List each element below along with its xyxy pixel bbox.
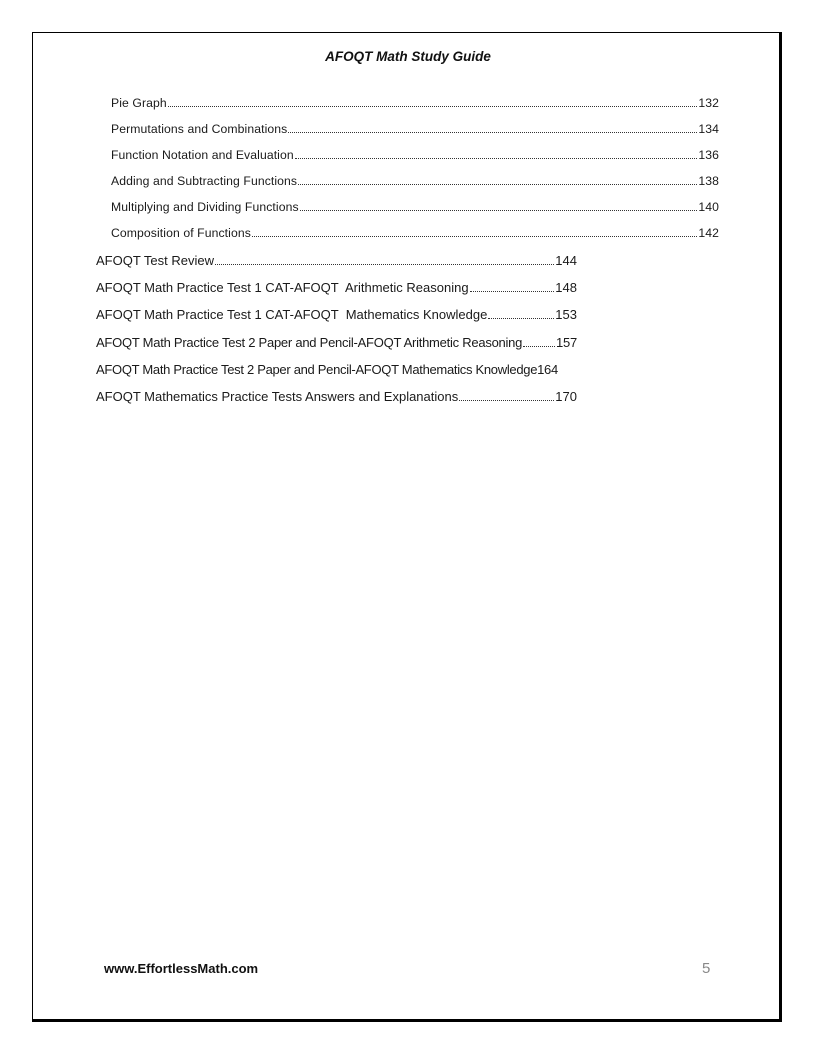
toc-entry[interactable] <box>111 226 719 240</box>
toc-entry-label: Pie Graph <box>111 96 167 110</box>
toc-entry-label: Function Notation and Evaluation <box>111 148 294 162</box>
toc-entry[interactable] <box>111 96 719 110</box>
toc-entry[interactable] <box>96 335 577 350</box>
toc-entry-label: Composition of Functions <box>111 226 251 240</box>
page-header-title: AFOQT Math Study Guide <box>325 49 491 64</box>
toc-entry-page: 134 <box>698 122 719 136</box>
page-number: 5 <box>702 960 711 977</box>
toc-entry-page: 157 <box>556 335 577 350</box>
dot-leader <box>523 346 555 347</box>
toc-entry[interactable] <box>111 122 719 136</box>
toc-entry-page: 132 <box>698 96 719 110</box>
toc-entry-label: Multiplying and Dividing Functions <box>111 200 299 214</box>
toc-entry-page: 144 <box>555 253 577 268</box>
toc-entry-label: AFOQT Math Practice Test 1 CAT-AFOQT Mathematics Knowledge <box>96 307 488 322</box>
dot-leader <box>215 264 554 265</box>
footer-website: www.EffortlessMath.com <box>104 961 259 976</box>
toc-entry-page: 138 <box>698 174 719 188</box>
dot-leader <box>470 291 555 292</box>
toc-entry-page: 142 <box>698 226 719 240</box>
toc-entry[interactable] <box>96 307 577 322</box>
toc-entry-label: Adding and Subtracting Functions <box>111 174 298 188</box>
toc-entry-page: 170 <box>555 389 577 404</box>
toc-entry-label: AFOQT Test Review <box>96 253 214 268</box>
toc-entry-label: AFOQT Mathematics Practice Tests Answers and Explanations <box>96 389 459 404</box>
dot-leader <box>300 210 698 211</box>
toc-entry-label: AFOQT Math Practice Test 2 Paper and Pencil-AFOQT Arithmetic Reasoning <box>96 335 523 350</box>
toc-entry-page: 148 <box>555 280 577 295</box>
dot-leader <box>252 236 697 237</box>
dot-leader <box>459 400 554 401</box>
toc-entry-label: Permutations and Combinations <box>111 122 288 136</box>
toc-entry-page: 164 <box>537 362 558 377</box>
toc-entry[interactable] <box>96 253 577 268</box>
dot-leader <box>488 318 554 319</box>
toc-entry[interactable] <box>96 389 577 404</box>
dot-leader <box>168 106 698 107</box>
dot-leader <box>295 158 698 159</box>
dot-leader <box>298 184 697 185</box>
toc-entry-page: 140 <box>698 200 719 214</box>
toc-entry[interactable] <box>96 280 577 295</box>
toc-entry-page: 153 <box>555 307 577 322</box>
toc-entry[interactable] <box>111 174 719 188</box>
toc-entry-label: AFOQT Math Practice Test 1 CAT-AFOQT Arithmetic Reasoning <box>96 280 469 295</box>
toc-entry[interactable] <box>111 148 719 162</box>
toc-entry[interactable] <box>96 362 596 377</box>
dot-leader <box>288 132 697 133</box>
toc-entry-page: 136 <box>698 148 719 162</box>
toc-entry[interactable] <box>111 200 719 214</box>
toc-entry-label: AFOQT Math Practice Test 2 Paper and Pencil-AFOQT Mathematics Knowledge <box>96 362 538 377</box>
